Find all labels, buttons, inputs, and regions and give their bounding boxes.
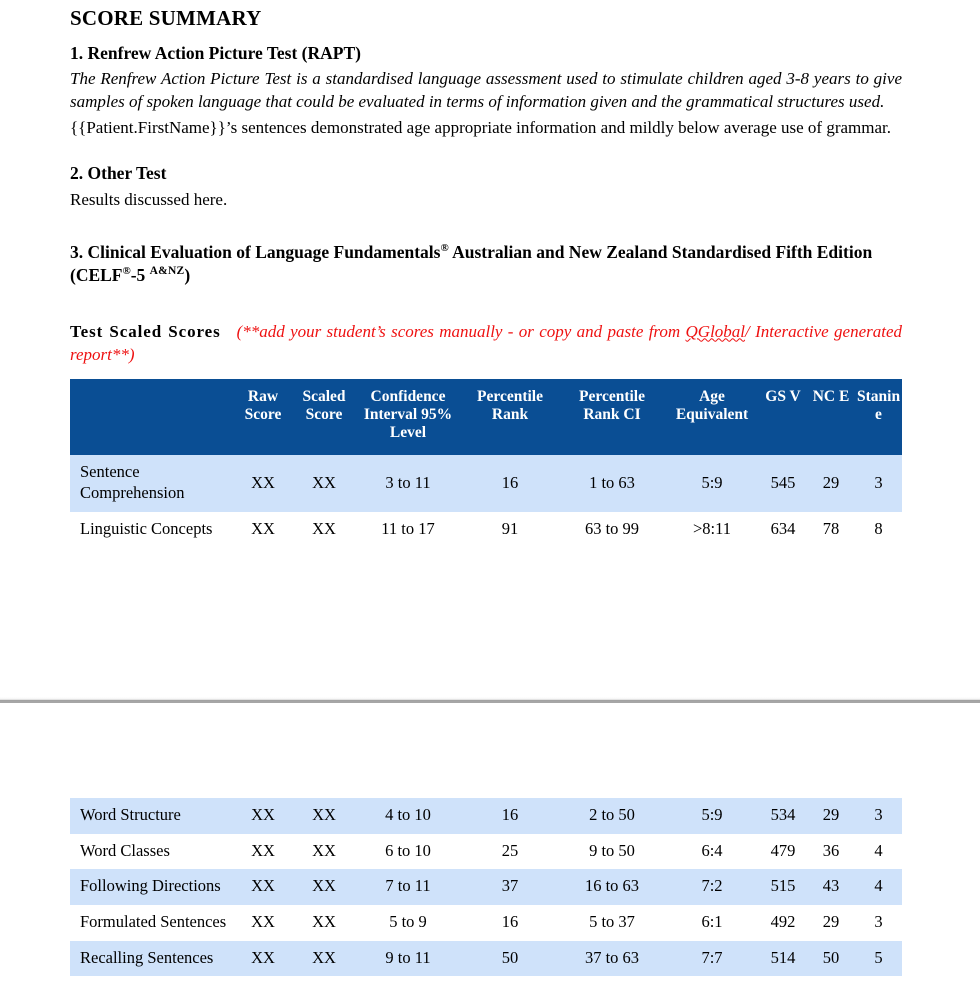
table-row	[70, 869, 902, 905]
cell-stanine: 4	[855, 834, 902, 870]
cell-percentile-rank-ci: 37 to 63	[559, 941, 665, 977]
scores-table-header	[70, 379, 902, 456]
celf-heading-part-2: Australian and New Zealand Standardised Fifth Edition (CELF	[70, 242, 873, 285]
cell-scaled-score: XX	[293, 798, 355, 834]
cell-scaled-score: XX	[293, 455, 355, 511]
section-heading-other-test: 2. Other Test	[70, 162, 167, 183]
cell-percentile-rank-ci: 5 to 37	[559, 905, 665, 941]
column-header-nce: NC E	[807, 379, 855, 456]
cell-percentile-rank: 16	[461, 455, 559, 511]
registered-mark-icon-2: ®	[122, 265, 131, 278]
cell-subtest-name: Formulated Sentences	[70, 905, 233, 941]
cell-subtest-name: Sentence Comprehension	[70, 455, 233, 511]
cell-percentile-rank: 37	[461, 869, 559, 905]
cell-scaled-score: XX	[293, 512, 355, 548]
page-2-content	[0, 700, 980, 976]
rapt-result: {{Patient.FirstName}}’s sentences demonstrated age appropriate information and mildly below average use of grammar.	[70, 118, 892, 138]
cell-percentile-rank: 25	[461, 834, 559, 870]
column-header-subtest	[70, 379, 233, 456]
cell-gsv: 479	[759, 834, 807, 870]
rapt-description: The Renfrew Action Picture Test is a standardised language assessment used to stimulate children aged 3-8 years to give samples of spoken language that could be evaluated in terms of information given and the grammatical structures used.	[70, 69, 902, 111]
cell-scaled-score: XX	[293, 834, 355, 870]
cell-nce: 50	[807, 941, 855, 977]
cell-gsv: 515	[759, 869, 807, 905]
scores-table-body-page-2	[70, 798, 902, 976]
other-test-result: Results discussed here.	[70, 189, 228, 209]
column-header-percentile-rank-ci: Percentile Rank CI	[559, 379, 665, 456]
column-header-percentile-rank: Percentile Rank	[461, 379, 559, 456]
cell-percentile-rank-ci: 1 to 63	[559, 455, 665, 511]
celf-heading-superscript-anz: A&NZ	[149, 265, 185, 278]
column-header-confidence-interval: Confidence Interval 95% Level	[355, 379, 461, 456]
cell-percentile-rank: 16	[461, 798, 559, 834]
cell-confidence-interval: 11 to 17	[355, 512, 461, 548]
table-row	[70, 512, 902, 548]
cell-age-equivalent: 7:2	[665, 869, 759, 905]
test-scaled-scores-line	[70, 287, 902, 367]
cell-nce: 29	[807, 455, 855, 511]
cell-subtest-name: Word Classes	[70, 834, 233, 870]
scores-table-page-2	[70, 798, 902, 976]
cell-scaled-score: XX	[293, 905, 355, 941]
scores-table-body-page-1	[70, 455, 902, 547]
cell-gsv: 534	[759, 798, 807, 834]
scaled-note-before: (**add your student’s scores manually - or copy and paste from	[236, 321, 686, 341]
cell-nce: 36	[807, 834, 855, 870]
column-header-stanine: Stanin e	[855, 379, 902, 456]
cell-subtest-name: Following Directions	[70, 869, 233, 905]
cell-percentile-rank-ci: 2 to 50	[559, 798, 665, 834]
section-heading-celf5	[70, 211, 902, 287]
cell-stanine: 5	[855, 941, 902, 977]
cell-percentile-rank-ci: 63 to 99	[559, 512, 665, 548]
table-row	[70, 798, 902, 834]
cell-raw-score: XX	[233, 941, 293, 977]
scaled-note-after: / Interactive generated report**)	[70, 321, 902, 364]
cell-gsv: 634	[759, 512, 807, 548]
cell-stanine: 4	[855, 869, 902, 905]
cell-scaled-score: XX	[293, 941, 355, 977]
cell-gsv: 545	[759, 455, 807, 511]
table-row	[70, 834, 902, 870]
cell-stanine: 3	[855, 905, 902, 941]
table-row	[70, 455, 902, 511]
test-scaled-scores-label: Test Scaled Scores	[70, 321, 221, 341]
celf-heading-part-3: -5	[130, 264, 150, 285]
cell-age-equivalent: 5:9	[665, 455, 759, 511]
table-row	[70, 941, 902, 977]
cell-age-equivalent: 6:1	[665, 905, 759, 941]
cell-nce: 29	[807, 798, 855, 834]
celf-heading-part-4: )	[184, 264, 191, 285]
cell-subtest-name: Linguistic Concepts	[70, 512, 233, 548]
cell-raw-score: XX	[233, 512, 293, 548]
cell-stanine: 3	[855, 798, 902, 834]
cell-scaled-score: XX	[293, 869, 355, 905]
cell-age-equivalent: 7:7	[665, 941, 759, 977]
column-header-age-equivalent: Age Equivalent	[665, 379, 759, 456]
cell-age-equivalent: 5:9	[665, 798, 759, 834]
table-row	[70, 905, 902, 941]
document-page-2	[0, 700, 980, 976]
cell-gsv: 492	[759, 905, 807, 941]
cell-nce: 29	[807, 905, 855, 941]
cell-raw-score: XX	[233, 869, 293, 905]
cell-percentile-rank-ci: 16 to 63	[559, 869, 665, 905]
cell-percentile-rank-ci: 9 to 50	[559, 834, 665, 870]
table-header-row	[70, 379, 902, 456]
cell-percentile-rank: 16	[461, 905, 559, 941]
column-header-raw-score: Raw Score	[233, 379, 293, 456]
cell-stanine: 8	[855, 512, 902, 548]
celf-heading-part-1: 3. Clinical Evaluation of Language Fundamentals	[70, 242, 441, 263]
cell-nce: 43	[807, 869, 855, 905]
cell-subtest-name: Recalling Sentences	[70, 941, 233, 977]
cell-subtest-name: Word Structure	[70, 798, 233, 834]
cell-raw-score: XX	[233, 834, 293, 870]
page-title: SCORE SUMMARY	[70, 6, 262, 30]
cell-raw-score: XX	[233, 455, 293, 511]
cell-stanine: 3	[855, 455, 902, 511]
cell-nce: 78	[807, 512, 855, 548]
cell-confidence-interval: 3 to 11	[355, 455, 461, 511]
registered-mark-icon-1: ®	[440, 242, 449, 255]
cell-confidence-interval: 4 to 10	[355, 798, 461, 834]
scores-table-page-1	[70, 379, 902, 548]
cell-percentile-rank: 91	[461, 512, 559, 548]
cell-age-equivalent: >8:11	[665, 512, 759, 548]
cell-confidence-interval: 9 to 11	[355, 941, 461, 977]
cell-gsv: 514	[759, 941, 807, 977]
cell-confidence-interval: 5 to 9	[355, 905, 461, 941]
cell-confidence-interval: 6 to 10	[355, 834, 461, 870]
section-heading-rapt: 1. Renfrew Action Picture Test (RAPT)	[70, 43, 361, 64]
cell-age-equivalent: 6:4	[665, 834, 759, 870]
scaled-note-spellcheck-word: QGlobal	[685, 321, 746, 341]
cell-percentile-rank: 50	[461, 941, 559, 977]
column-header-gsv: GS V	[759, 379, 807, 456]
cell-raw-score: XX	[233, 905, 293, 941]
cell-raw-score: XX	[233, 798, 293, 834]
column-header-scaled-score: Scaled Score	[293, 379, 355, 456]
cell-confidence-interval: 7 to 11	[355, 869, 461, 905]
